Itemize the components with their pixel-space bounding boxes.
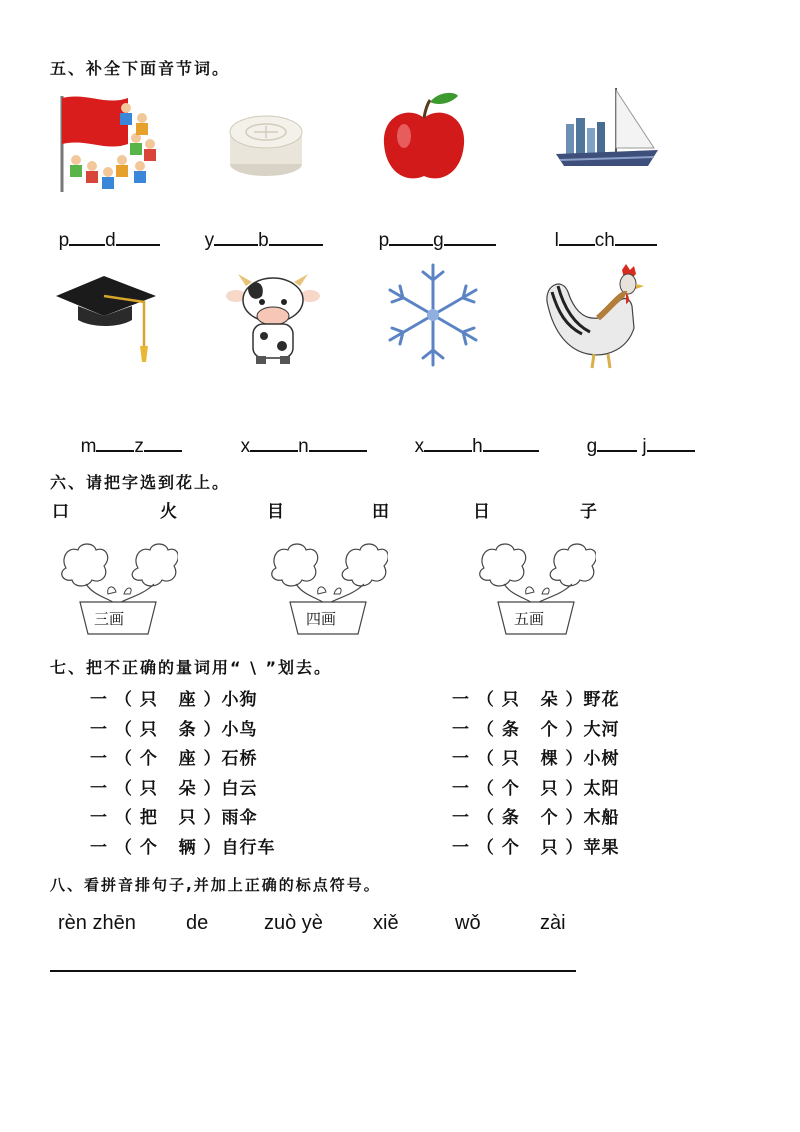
spacer xyxy=(158,749,179,769)
measure-word-option[interactable]: 个 xyxy=(501,778,520,799)
measure-word-row xyxy=(452,774,620,804)
pinyin-letter: p xyxy=(58,230,70,251)
section5-title: 五、补全下面音节词。 xyxy=(50,59,231,78)
number-one: 一 xyxy=(90,749,108,769)
number-one: 一 xyxy=(452,778,470,799)
measure-word-row xyxy=(452,715,620,745)
close-paren: ） xyxy=(558,808,584,828)
close-paren: ） xyxy=(196,749,222,769)
section6-title: 六、请把字选到花上。 xyxy=(50,473,231,492)
spacer xyxy=(520,808,541,828)
pinyin-word: zài xyxy=(540,912,566,934)
measure-word-row xyxy=(90,744,276,774)
measure-word-option[interactable]: 个 xyxy=(139,749,158,769)
mooncake-picture xyxy=(210,88,320,198)
number-one: 一 xyxy=(90,808,108,828)
measure-word-option[interactable]: 只 xyxy=(501,749,520,769)
spacer xyxy=(520,720,541,740)
open-paren: （ xyxy=(470,690,502,710)
measure-word-option[interactable]: 只 xyxy=(540,778,559,799)
pinyin-letter: l xyxy=(554,230,559,251)
spacer xyxy=(158,690,179,710)
noun: 太阳 xyxy=(583,778,620,799)
measure-word-row xyxy=(452,685,620,715)
pinyin-word: xiě xyxy=(373,912,399,934)
number-one: 一 xyxy=(452,690,470,710)
spacer xyxy=(158,779,179,799)
close-paren: ） xyxy=(558,690,584,710)
measure-word-row xyxy=(90,774,276,804)
measure-word-option[interactable]: 只 xyxy=(540,837,559,858)
measure-word-option[interactable]: 只 xyxy=(139,719,158,740)
measure-word-list-right xyxy=(452,685,620,862)
open-paren: （ xyxy=(108,778,140,799)
answer-blank[interactable] xyxy=(424,432,472,452)
pinyin-letter: x xyxy=(414,436,425,457)
flower-pot-2[interactable] xyxy=(268,540,388,640)
pinyin-letter: z xyxy=(134,436,144,457)
answer-blank[interactable] xyxy=(250,432,298,452)
measure-word-row xyxy=(452,744,620,774)
measure-word-option[interactable]: 只 xyxy=(501,690,520,710)
spacer xyxy=(520,838,541,858)
noun: 大河 xyxy=(583,719,620,740)
open-paren: （ xyxy=(108,690,140,710)
measure-word-row xyxy=(452,833,620,863)
pinyin-blank-1 xyxy=(48,204,160,252)
measure-word-option[interactable]: 只 xyxy=(178,808,197,828)
answer-blank[interactable] xyxy=(483,432,539,452)
answer-blank[interactable] xyxy=(144,432,182,452)
answer-blank[interactable] xyxy=(615,226,657,246)
close-paren: ） xyxy=(196,719,222,740)
cow-picture xyxy=(218,266,328,376)
char-option[interactable]: 口 xyxy=(52,502,69,522)
answer-blank[interactable] xyxy=(96,432,134,452)
noun: 木船 xyxy=(583,808,620,828)
close-paren: ） xyxy=(196,778,222,799)
measure-word-list-left xyxy=(90,685,276,862)
measure-word-option[interactable]: 条 xyxy=(501,719,520,740)
number-one: 一 xyxy=(90,778,108,799)
noun: 小狗 xyxy=(221,690,258,710)
answer-blank[interactable] xyxy=(214,226,258,246)
noun: 自行车 xyxy=(221,837,276,858)
measure-word-option[interactable]: 座 xyxy=(178,749,197,769)
noun: 雨伞 xyxy=(221,808,258,828)
snowflake-picture xyxy=(378,260,488,370)
noun: 小树 xyxy=(583,749,620,769)
flag-with-children-picture xyxy=(56,88,166,198)
measure-word-option[interactable]: 个 xyxy=(501,837,520,858)
flower-pot-3[interactable] xyxy=(476,540,596,640)
open-paren: （ xyxy=(108,719,140,740)
spacer xyxy=(520,779,541,799)
pinyin-letter: g xyxy=(433,230,444,251)
measure-word-row xyxy=(90,833,276,863)
char-option[interactable]: 目 xyxy=(267,502,284,522)
measure-word-option[interactable]: 只 xyxy=(139,778,158,799)
spacer xyxy=(158,838,179,858)
close-paren: ） xyxy=(558,837,584,858)
answer-blank[interactable] xyxy=(309,432,367,452)
pinyin-letter: n xyxy=(298,436,309,457)
number-one: 一 xyxy=(90,837,108,858)
close-paren: ） xyxy=(558,749,584,769)
pinyin-letter: m xyxy=(80,436,97,457)
char-option[interactable]: 日 xyxy=(473,502,490,522)
section7-title: 七、把不正确的量词用“ \ ”划去。 xyxy=(50,658,333,677)
answer-blank[interactable] xyxy=(116,226,160,246)
answer-blank[interactable] xyxy=(269,226,323,246)
pinyin-word: wǒ xyxy=(455,912,481,934)
pinyin-blank-3 xyxy=(368,204,496,252)
stroke-count-label: 五画 xyxy=(514,610,545,628)
close-paren: ） xyxy=(196,837,222,858)
noun: 白云 xyxy=(221,778,258,799)
answer-blank[interactable] xyxy=(444,226,496,246)
measure-word-option[interactable]: 座 xyxy=(178,690,197,710)
pinyin-blank-8 xyxy=(576,410,695,458)
pinyin-blank-4 xyxy=(544,204,657,252)
measure-word-option[interactable]: 条 xyxy=(501,808,520,828)
stroke-count-label: 三画 xyxy=(94,610,125,628)
flower-pot-1[interactable] xyxy=(58,540,178,640)
answer-blank[interactable] xyxy=(647,432,695,452)
open-paren: （ xyxy=(108,837,140,858)
char-option[interactable]: 田 xyxy=(372,502,389,522)
graduation-cap-picture xyxy=(52,262,162,372)
measure-word-option[interactable]: 条 xyxy=(178,719,197,740)
answer-blank[interactable] xyxy=(389,226,433,246)
number-one: 一 xyxy=(452,837,470,858)
pinyin-letter: ch xyxy=(594,230,615,251)
pinyin-letter: y xyxy=(204,230,215,251)
measure-word-option[interactable]: 棵 xyxy=(540,749,559,769)
pinyin-letter: x xyxy=(240,436,251,457)
answer-blank[interactable] xyxy=(559,226,595,246)
pinyin-letter: g xyxy=(586,436,598,457)
char-option[interactable]: 火 xyxy=(160,502,177,522)
measure-word-row xyxy=(452,803,620,833)
open-paren: （ xyxy=(470,778,502,799)
number-one: 一 xyxy=(90,719,108,740)
pinyin-letter: p xyxy=(378,230,390,251)
open-paren: （ xyxy=(470,719,502,740)
measure-word-row xyxy=(90,685,276,715)
ship-picture xyxy=(550,84,660,194)
open-paren: （ xyxy=(108,808,140,828)
spacer xyxy=(520,749,541,769)
measure-word-option[interactable]: 朵 xyxy=(540,690,559,710)
measure-word-option[interactable]: 个 xyxy=(139,837,158,858)
section8-title: 八、看拼音排句子,并加上正确的标点符号。 xyxy=(50,876,381,894)
rooster-picture xyxy=(538,262,648,372)
close-paren: ） xyxy=(196,690,222,710)
spacer xyxy=(158,808,179,828)
answer-blank[interactable] xyxy=(597,432,637,452)
measure-word-option[interactable]: 把 xyxy=(139,808,158,828)
pinyin-blank-2 xyxy=(194,204,323,252)
noun: 小鸟 xyxy=(221,719,258,740)
apple-picture xyxy=(370,84,480,194)
pinyin-letter: d xyxy=(105,230,116,251)
noun: 石桥 xyxy=(221,749,258,769)
stroke-count-label: 四画 xyxy=(306,610,337,628)
pinyin-word: zuò yè xyxy=(264,912,323,934)
measure-word-row xyxy=(90,803,276,833)
number-one: 一 xyxy=(452,808,470,828)
number-one: 一 xyxy=(452,749,470,769)
open-paren: （ xyxy=(108,749,140,769)
pinyin-word: de xyxy=(186,912,209,934)
noun: 苹果 xyxy=(583,837,620,858)
number-one: 一 xyxy=(90,690,108,710)
close-paren: ） xyxy=(558,719,584,740)
pinyin-blank-5 xyxy=(70,410,182,458)
answer-blank[interactable] xyxy=(69,226,105,246)
close-paren: ） xyxy=(558,778,584,799)
answer-line[interactable] xyxy=(50,970,576,972)
measure-word-option[interactable]: 个 xyxy=(540,719,559,740)
close-paren: ） xyxy=(196,808,222,828)
number-one: 一 xyxy=(452,719,470,740)
spacer xyxy=(520,690,541,710)
char-option[interactable]: 子 xyxy=(580,502,597,522)
pinyin-blank-7 xyxy=(404,410,539,458)
measure-word-row xyxy=(90,715,276,745)
pinyin-letter: j xyxy=(642,436,647,457)
measure-word-option[interactable]: 辆 xyxy=(178,837,197,858)
noun: 野花 xyxy=(583,690,620,710)
pinyin-letter: b xyxy=(258,230,269,251)
pinyin-blank-6 xyxy=(230,410,367,458)
measure-word-option[interactable]: 个 xyxy=(540,808,559,828)
measure-word-option[interactable]: 只 xyxy=(139,690,158,710)
pinyin-letter: h xyxy=(472,436,483,457)
spacer xyxy=(158,720,179,740)
measure-word-option[interactable]: 朵 xyxy=(178,778,197,799)
open-paren: （ xyxy=(470,749,502,769)
pinyin-word: rèn zhēn xyxy=(58,912,136,934)
open-paren: （ xyxy=(470,808,502,828)
open-paren: （ xyxy=(470,837,502,858)
